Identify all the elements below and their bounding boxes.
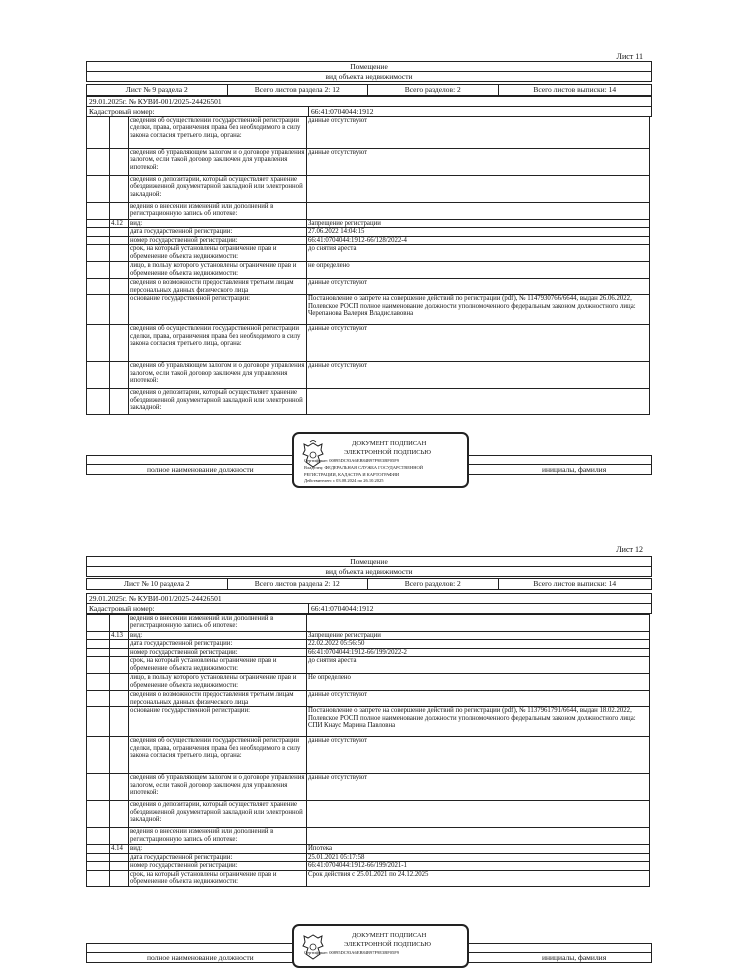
- row-value: [307, 828, 650, 845]
- row-blank-cell: [87, 295, 110, 325]
- table-row: [87, 295, 650, 325]
- strip-sheet-of-section: Лист № 10 раздела 2: [87, 579, 228, 589]
- row-number: [110, 801, 129, 828]
- row-value: данные отсутствуют: [307, 362, 650, 389]
- row-label: ведения о внесении изменений или дополнений в регистрационную запись об ипотеке:: [129, 203, 307, 220]
- row-number: [110, 615, 129, 632]
- row-value: [307, 203, 650, 220]
- row-number: [110, 674, 129, 691]
- row-label: номер государственной регистрации:: [129, 862, 307, 870]
- stamp-validity: Действителен: с 03.08.2024 по 26.10.2025: [304, 478, 384, 483]
- object-header: [86, 556, 652, 577]
- row-blank-cell: [87, 236, 110, 244]
- extract-info: [86, 96, 652, 117]
- stamp-certificate: Сертификат: 00895DC93A6EB84B97F9E3BF05F9: [304, 950, 400, 955]
- strip-sections: Всего разделов: 2: [368, 579, 499, 589]
- table-row: [87, 325, 650, 362]
- e-signature-stamp: [292, 924, 469, 968]
- table-row: [87, 389, 650, 415]
- cadastral-label: Кадастровый номер:: [87, 107, 309, 116]
- row-label: сведения об осуществлении государственной регистрации сделки, права, ограничения права без необходимого в силу закона согласия третьего лица, органа:: [129, 737, 307, 774]
- row-blank-cell: [87, 325, 110, 362]
- row-number: [110, 707, 129, 737]
- row-label: сведения об осуществлении государственной регистрации сделки, права, ограничения права без необходимого в силу закона согласия третьего лица, органа:: [129, 325, 307, 362]
- strip-section-sheets: Всего листов раздела 2: 12: [228, 85, 369, 95]
- row-label: дата государственной регистрации:: [129, 228, 307, 236]
- row-value: [307, 176, 650, 203]
- table-row: [87, 828, 650, 845]
- row-blank-cell: [87, 691, 110, 707]
- strip-sections: Всего разделов: 2: [368, 85, 499, 95]
- row-value: Постановление о запрете на совершение действий по регистрации (pdf), № 1137961791/6644, выдан 18.02.2022, Полевское РОСП полное наименование должности уполномоченного федеральным законом должностного лица: СПИ Кнаус Марина Павловна: [307, 707, 650, 737]
- coat-of-arms-icon: [300, 932, 326, 962]
- row-number: [110, 862, 129, 870]
- row-number: [110, 640, 129, 648]
- row-value: Ипотека: [307, 845, 650, 853]
- row-number: [110, 295, 129, 325]
- e-signature-stamp: [292, 432, 469, 488]
- table-row: [87, 640, 650, 648]
- row-blank-cell: [87, 245, 110, 262]
- row-label: сведения об управляющем залогом и о договоре управления залогом, если такой договор заключен для управления ипотекой:: [129, 774, 307, 801]
- cadastral-number: 66:41:0704044:1912: [311, 107, 374, 116]
- row-number: [110, 325, 129, 362]
- row-blank-cell: [87, 389, 110, 415]
- table-row: [87, 245, 650, 262]
- row-label: срок, на который установлены ограничение прав и обременение объекта недвижимости:: [129, 245, 307, 262]
- row-number: [110, 389, 129, 415]
- row-value: данные отсутствуют: [307, 149, 650, 176]
- table-row: [87, 674, 650, 691]
- registration-table: [86, 614, 650, 887]
- signature-position-label: полное наименование должности: [147, 465, 254, 474]
- row-value: данные отсутствуют: [307, 774, 650, 801]
- table-row: [87, 228, 650, 236]
- table-row: [87, 707, 650, 737]
- row-value: 27.06.2022 14:04:15: [307, 228, 650, 236]
- row-label: срок, на который установлены ограничение прав и обременение объекта недвижимости:: [129, 657, 307, 674]
- extract-date-number: 29.01.2025г. № КУВИ-001/2025-24426501: [87, 97, 651, 107]
- row-number: [110, 279, 129, 295]
- row-blank-cell: [87, 640, 110, 648]
- row-blank-cell: [87, 615, 110, 632]
- row-blank-cell: [87, 707, 110, 737]
- row-label: вид:: [129, 632, 307, 640]
- row-blank-cell: [87, 648, 110, 656]
- table-row: [87, 362, 650, 389]
- table-row: [87, 117, 650, 149]
- row-blank-cell: [87, 862, 110, 870]
- row-value: Срок действия с 25.01.2021 по 24.12.2025: [307, 870, 650, 886]
- sheet-strip: [86, 578, 652, 590]
- row-blank-cell: [87, 737, 110, 774]
- row-number: [110, 774, 129, 801]
- row-label: лицо, в пользу которого установлены ограничение прав и обременение объекта недвижимости:: [129, 674, 307, 691]
- row-blank-cell: [87, 203, 110, 220]
- row-value: не определено: [307, 262, 650, 279]
- table-row: [87, 632, 650, 640]
- row-value: 66:41:0704044:1912-66/199/2022-2: [307, 648, 650, 656]
- row-number: [110, 149, 129, 176]
- row-value: данные отсутствуют: [307, 691, 650, 707]
- row-blank-cell: [87, 228, 110, 236]
- row-value: данные отсутствуют: [307, 737, 650, 774]
- object-header: [86, 61, 652, 82]
- table-row: [87, 176, 650, 203]
- strip-sheet-of-section: Лист № 9 раздела 2: [87, 85, 228, 95]
- table-row: [87, 801, 650, 828]
- strip-total-sheets: Всего листов выписки: 14: [533, 579, 617, 588]
- row-blank-cell: [87, 220, 110, 228]
- row-label: номер государственной регистрации:: [129, 236, 307, 244]
- row-blank-cell: [87, 774, 110, 801]
- row-label: сведения о депозитарии, который осуществляет хранение обездвиженной документарной закладной или электронной закладной:: [129, 801, 307, 828]
- extract-info: [86, 593, 652, 614]
- row-blank-cell: [87, 853, 110, 861]
- strip-total-sheets: Всего листов выписки: 14: [533, 85, 617, 94]
- cadastral-label: Кадастровый номер:: [87, 604, 309, 613]
- row-blank-cell: [87, 149, 110, 176]
- row-blank-cell: [87, 828, 110, 845]
- row-value: 22.02.2022 05:56:50: [307, 640, 650, 648]
- row-number: [110, 236, 129, 244]
- row-value: 66:41:0704044:1912-66/128/2022-4: [307, 236, 650, 244]
- row-label: ведения о внесении изменений или дополнений в регистрационную запись об ипотеке:: [129, 828, 307, 845]
- row-value: данные отсутствуют: [307, 325, 650, 362]
- row-blank-cell: [87, 845, 110, 853]
- row-label: сведения об управляющем залогом и о договоре управления залогом, если такой договор заключен для управления ипотекой:: [129, 149, 307, 176]
- table-row: [87, 279, 650, 295]
- header-object-caption: вид объекта недвижимости: [325, 72, 413, 81]
- row-number: 4.14: [110, 845, 129, 853]
- row-number: [110, 362, 129, 389]
- sheet-number: Лист 12: [616, 545, 643, 554]
- table-row: [87, 691, 650, 707]
- stamp-subtitle: ЭЛЕКТРОННОЙ ПОДПИСЬЮ: [344, 941, 431, 948]
- table-row: [87, 220, 650, 228]
- row-label: дата государственной регистрации:: [129, 640, 307, 648]
- row-value: 25.01.2021 05:17:58: [307, 853, 650, 861]
- row-number: [110, 870, 129, 886]
- signature-name-label: инициалы, фамилия: [542, 465, 607, 474]
- row-number: [110, 691, 129, 707]
- row-number: 4.13: [110, 632, 129, 640]
- table-row: [87, 203, 650, 220]
- strip-section-sheets: Всего листов раздела 2: 12: [228, 579, 369, 589]
- row-number: [110, 828, 129, 845]
- row-value: [307, 801, 650, 828]
- row-value: данные отсутствуют: [307, 117, 650, 149]
- header-object-caption: вид объекта недвижимости: [325, 567, 413, 576]
- row-blank-cell: [87, 279, 110, 295]
- row-number: [110, 657, 129, 674]
- cadastral-number: 66:41:0704044:1912: [311, 604, 374, 613]
- header-object-type: Помещение: [87, 557, 651, 567]
- stamp-owner: Владелец: ФЕДЕРАЛЬНАЯ СЛУЖБА ГОСУДАРСТВЕННОЙ: [304, 465, 424, 470]
- row-label: сведения о депозитарии, который осуществляет хранение обездвиженной документарной закладной или электронной закладной:: [129, 389, 307, 415]
- row-value: 66:41:0704044:1912-66/199/2021-1: [307, 862, 650, 870]
- row-value: [307, 389, 650, 415]
- row-label: сведения о возможности предоставления третьим лицам персональных данных физического лица: [129, 279, 307, 295]
- row-number: 4.12: [110, 220, 129, 228]
- row-label: ведения о внесении изменений или дополнений в регистрационную запись об ипотеке:: [129, 615, 307, 632]
- row-value: Не определено: [307, 674, 650, 691]
- row-value: Запрещение регистрации: [307, 632, 650, 640]
- row-number: [110, 228, 129, 236]
- row-label: сведения об осуществлении государственной регистрации сделки, права, ограничения права без необходимого в силу закона согласия третьего лица, органа:: [129, 117, 307, 149]
- stamp-title: ДОКУМЕНТ ПОДПИСАН: [352, 932, 427, 939]
- row-label: сведения о депозитарии, который осуществляет хранение обездвиженной документарной закладной или электронной закладной:: [129, 176, 307, 203]
- table-row: [87, 862, 650, 870]
- stamp-owner-cont: РЕГИСТРАЦИИ, КАДАСТРА И КАРТОГРАФИИ: [304, 472, 400, 477]
- row-blank-cell: [87, 870, 110, 886]
- row-value: до снятия ареста: [307, 245, 650, 262]
- row-number: [110, 262, 129, 279]
- row-blank-cell: [87, 632, 110, 640]
- stamp-title: ДОКУМЕНТ ПОДПИСАН: [352, 440, 427, 447]
- row-blank-cell: [87, 657, 110, 674]
- row-value: [307, 615, 650, 632]
- row-number: [110, 853, 129, 861]
- row-value: Постановление о запрете на совершение действий по регистрации (pdf), № 1147930766/6644, выдан 26.06.2022, Полевское РОСП полное наименование должности уполномоченного федеральным законом должностного лица: Черепанова Валерия Владиславовна: [307, 295, 650, 325]
- table-row: [87, 737, 650, 774]
- row-value: до снятия ареста: [307, 657, 650, 674]
- row-value: Запрещение регистрации: [307, 220, 650, 228]
- row-value: данные отсутствуют: [307, 279, 650, 295]
- row-number: [110, 737, 129, 774]
- row-label: вид:: [129, 220, 307, 228]
- row-blank-cell: [87, 176, 110, 203]
- table-row: [87, 648, 650, 656]
- row-number: [110, 648, 129, 656]
- row-blank-cell: [87, 674, 110, 691]
- registration-table: [86, 116, 650, 415]
- row-number: [110, 176, 129, 203]
- table-row: [87, 236, 650, 244]
- row-label: вид:: [129, 845, 307, 853]
- row-label: основание государственной регистрации:: [129, 707, 307, 737]
- row-number: [110, 245, 129, 262]
- table-row: [87, 615, 650, 632]
- row-label: лицо, в пользу которого установлены ограничение прав и обременение объекта недвижимости:: [129, 262, 307, 279]
- row-blank-cell: [87, 262, 110, 279]
- row-label: сведения о возможности предоставления третьим лицам персональных данных физического лица: [129, 691, 307, 707]
- sheet-strip: [86, 84, 652, 96]
- row-blank-cell: [87, 801, 110, 828]
- table-row: [87, 853, 650, 861]
- sheet-number: Лист 11: [616, 52, 643, 61]
- row-number: [110, 117, 129, 149]
- table-row: [87, 262, 650, 279]
- signature-position-label: полное наименование должности: [147, 953, 254, 962]
- row-label: дата государственной регистрации:: [129, 853, 307, 861]
- stamp-subtitle: ЭЛЕКТРОННОЙ ПОДПИСЬЮ: [344, 449, 431, 456]
- row-blank-cell: [87, 362, 110, 389]
- table-row: [87, 149, 650, 176]
- signature-name-label: инициалы, фамилия: [542, 953, 607, 962]
- table-row: [87, 774, 650, 801]
- row-number: [110, 203, 129, 220]
- extract-date-number: 29.01.2025г. № КУВИ-001/2025-24426501: [87, 594, 651, 604]
- stamp-certificate: Сертификат: 00895DC93A6EB84B97F9E3BF05F9: [304, 458, 400, 463]
- row-label: основание государственной регистрации:: [129, 295, 307, 325]
- table-row: [87, 845, 650, 853]
- row-label: номер государственной регистрации:: [129, 648, 307, 656]
- row-label: срок, на который установлены ограничение прав и обременение объекта недвижимости:: [129, 870, 307, 886]
- header-object-type: Помещение: [87, 62, 651, 72]
- row-blank-cell: [87, 117, 110, 149]
- row-label: сведения об управляющем залогом и о договоре управления залогом, если такой договор заключен для управления ипотекой:: [129, 362, 307, 389]
- table-row: [87, 870, 650, 886]
- table-row: [87, 657, 650, 674]
